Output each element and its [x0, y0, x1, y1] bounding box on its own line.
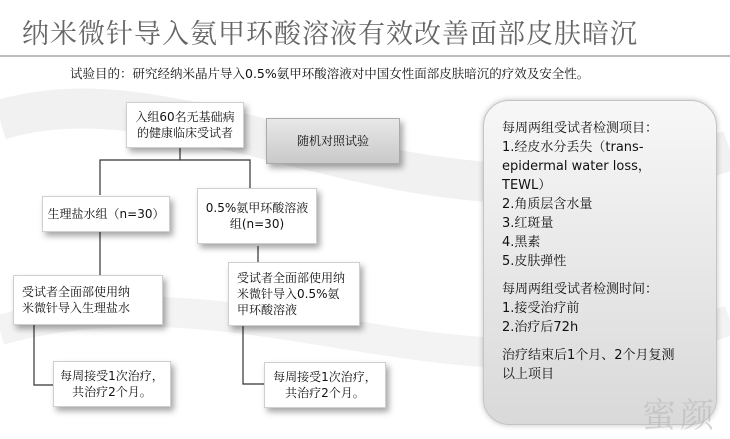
measurement-panel — [483, 100, 717, 425]
saline-group-label: 生理盐水组（n=30） — [47, 207, 165, 221]
followup-line-1: 治疗结束后1个月、2个月复测 — [502, 348, 675, 363]
randomized-trial-box — [266, 118, 400, 164]
item-1c: TEWL） — [502, 178, 552, 193]
items-heading: 每周两组受试者检测项目： — [502, 121, 659, 136]
connector-txa-schedule — [243, 325, 264, 384]
item-1b: epidermal water loss， — [502, 159, 651, 174]
txa-method-line-2: 米微针导入0.5%氨 — [237, 287, 340, 301]
saline-schedule-line-1: 每周接受1次治疗， — [60, 369, 164, 383]
connector-saline-schedule — [34, 325, 53, 385]
saline-method-line-2: 米微针导入生理盐水 — [22, 301, 131, 315]
connector-enroll-txa — [180, 160, 250, 188]
txa-schedule-line-2: 共治疗2个月。 — [285, 386, 365, 400]
time-1: 1.接受治疗前 — [502, 301, 580, 316]
saline-schedule-line-2: 共治疗2个月。 — [72, 385, 152, 399]
txa-schedule-line-1: 每周接受1次治疗， — [273, 370, 377, 384]
saline-group-box — [42, 196, 170, 232]
connector-enroll-saline — [100, 147, 180, 195]
txa-schedule-box — [264, 362, 386, 408]
saline-method-line-1: 受试者全面部使用纳 — [22, 285, 131, 299]
saline-method-box — [13, 275, 163, 325]
watermark-logo: 蜜颜 — [642, 396, 718, 436]
time-heading: 每周两组受试者检测时间： — [502, 282, 659, 297]
txa-method-line-3: 甲环酸溶液 — [237, 303, 298, 317]
item-1a: 1.经皮水分丢失（trans- — [502, 140, 644, 155]
study-aim: 试验目的：研究经纳米晶片导入0.5%氨甲环酸溶液对中国女性面部皮肤暗沉的疗效及安全性。 — [70, 66, 590, 81]
txa-group-line-2: 组(n=30) — [229, 217, 285, 231]
page-title: 纳米微针导入氨甲环酸溶液有效改善面部皮肤暗沉 — [22, 19, 638, 50]
time-2: 2.治疗后72h — [502, 320, 579, 335]
item-2: 2.角质层含水量 — [502, 197, 593, 212]
randomized-label: 随机对照试验 — [296, 134, 369, 148]
item-4: 4.黑素 — [502, 235, 541, 250]
txa-method-line-1: 受试者全面部使用纳 — [237, 271, 346, 285]
txa-method-box — [228, 262, 360, 326]
txa-group-line-1: 0.5%氨甲环酸溶液 — [205, 201, 309, 215]
enroll-box — [126, 102, 244, 148]
saline-schedule-box — [53, 361, 171, 407]
txa-group-box — [197, 188, 317, 244]
item-3: 3.红斑量 — [502, 216, 554, 231]
enroll-line-1: 入组60名无基础病 — [135, 110, 235, 124]
item-5: 5.皮肤弹性 — [502, 254, 567, 269]
followup-line-2: 以上项目 — [502, 367, 555, 382]
enroll-line-2: 的健康临床受试者 — [136, 126, 233, 140]
